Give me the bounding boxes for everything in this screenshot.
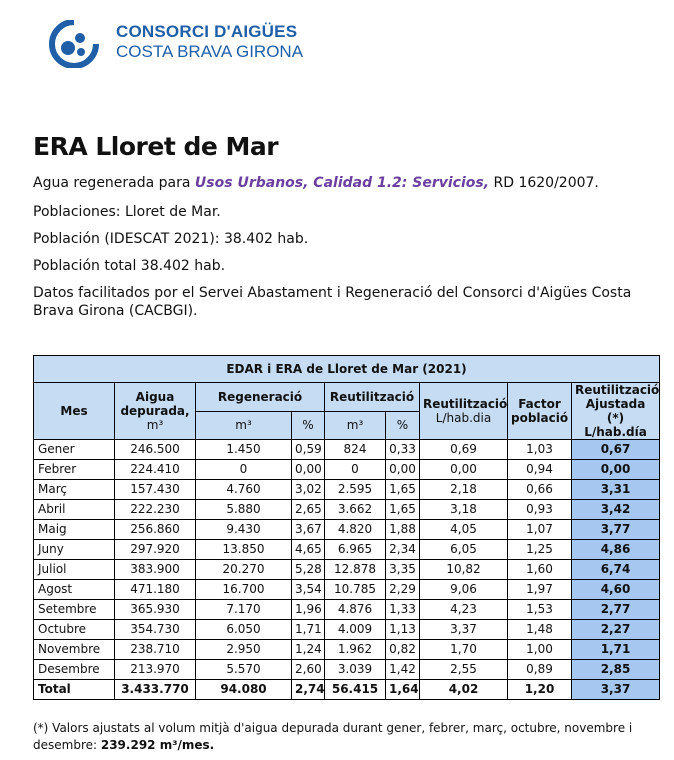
header-adjusted: Reutilització Ajustada (*) L/hab.día <box>572 383 660 440</box>
intro-text <box>33 174 643 192</box>
poblaciones-text: Poblaciones: Lloret de Mar. <box>33 204 221 220</box>
cell-reg-pct: 0,00 <box>292 460 325 480</box>
cell-factor: 0,66 <box>508 480 572 500</box>
cell-agua: 224.410 <box>115 460 196 480</box>
cell-lhab: 3,37 <box>420 620 508 640</box>
cell-lhab: 6,05 <box>420 540 508 560</box>
table-row <box>34 540 660 560</box>
cell-agua: 383.900 <box>115 560 196 580</box>
cell-lhab: 0,69 <box>420 440 508 460</box>
cell-agua: 3.433.770 <box>115 680 196 700</box>
cell-reut-m3: 56.415 <box>325 680 386 700</box>
cell-reut-m3: 4.876 <box>325 600 386 620</box>
cell-reut-pct: 1,42 <box>386 660 420 680</box>
cell-lhab: 2,18 <box>420 480 508 500</box>
intro-suffix: RD 1620/2007. <box>489 175 599 191</box>
header-agua: Aigua depurada, m³ <box>115 383 196 440</box>
cell-adj: 0,67 <box>572 440 660 460</box>
cell-reut-pct: 2,29 <box>386 580 420 600</box>
cell-mes: Agost <box>34 580 115 600</box>
table-row <box>34 620 660 640</box>
total-row <box>34 680 660 700</box>
cell-factor: 1,00 <box>508 640 572 660</box>
header-reg-m3: m³ <box>196 411 292 440</box>
cell-mes: Març <box>34 480 115 500</box>
cell-reut-m3: 3.662 <box>325 500 386 520</box>
cell-lhab: 0,00 <box>420 460 508 480</box>
cell-mes: Desembre <box>34 660 115 680</box>
drops-logo-icon <box>44 20 104 68</box>
cell-reg-m3: 20.270 <box>196 560 292 580</box>
cell-reg-m3: 16.700 <box>196 580 292 600</box>
intro-highlight: Usos Urbanos, Calidad 1.2: Servicios, <box>194 175 490 191</box>
cell-mes: Octubre <box>34 620 115 640</box>
cell-reg-m3: 6.050 <box>196 620 292 640</box>
table-row <box>34 600 660 620</box>
cell-reut-m3: 2.595 <box>325 480 386 500</box>
header-reut-m3: m³ <box>325 411 386 440</box>
cell-adj: 6,74 <box>572 560 660 580</box>
cell-reut-pct: 1,65 <box>386 480 420 500</box>
cell-mes: Febrer <box>34 460 115 480</box>
header-mes: Mes <box>34 383 115 440</box>
cell-reut-m3: 0 <box>325 460 386 480</box>
cell-adj: 3,77 <box>572 520 660 540</box>
cell-adj: 3,31 <box>572 480 660 500</box>
cell-reut-m3: 10.785 <box>325 580 386 600</box>
cell-lhab: 3,18 <box>420 500 508 520</box>
cell-adj: 4,60 <box>572 580 660 600</box>
cell-adj: 3,37 <box>572 680 660 700</box>
table-row <box>34 580 660 600</box>
cell-lhab: 10,82 <box>420 560 508 580</box>
cell-agua: 246.500 <box>115 440 196 460</box>
cell-reg-pct: 5,28 <box>292 560 325 580</box>
cell-factor: 0,94 <box>508 460 572 480</box>
cell-lhab: 9,06 <box>420 580 508 600</box>
cell-reg-m3: 5.880 <box>196 500 292 520</box>
logo <box>44 20 304 68</box>
cell-reut-m3: 1.962 <box>325 640 386 660</box>
cell-factor: 0,93 <box>508 500 572 520</box>
cell-lhab: 2,55 <box>420 660 508 680</box>
cell-adj: 2,27 <box>572 620 660 640</box>
cell-reg-m3: 4.760 <box>196 480 292 500</box>
table-row <box>34 560 660 580</box>
footnote <box>33 720 633 754</box>
cell-agua: 238.710 <box>115 640 196 660</box>
cell-factor: 1,97 <box>508 580 572 600</box>
cell-reg-m3: 1.450 <box>196 440 292 460</box>
cell-agua: 213.970 <box>115 660 196 680</box>
header-regeneracio: Regeneració <box>196 383 325 412</box>
cell-factor: 1,48 <box>508 620 572 640</box>
cell-mes: Juny <box>34 540 115 560</box>
table-row <box>34 520 660 540</box>
header-reut-lhab: Reutilització L/hab.dia <box>420 383 508 440</box>
cell-reg-pct: 3,54 <box>292 580 325 600</box>
cell-agua: 157.430 <box>115 480 196 500</box>
cell-reg-m3: 13.850 <box>196 540 292 560</box>
cell-factor: 1,25 <box>508 540 572 560</box>
header-reut-pct: % <box>386 411 420 440</box>
cell-agua: 354.730 <box>115 620 196 640</box>
cell-mes: Total <box>34 680 115 700</box>
cell-reut-m3: 4.009 <box>325 620 386 640</box>
cell-factor: 0,89 <box>508 660 572 680</box>
cell-reg-pct: 4,65 <box>292 540 325 560</box>
footnote-text: (*) Valors ajustats al volum mitjà d'aigua depurada durant gener, febrer, març, octubre, novembre i desembre: <box>33 721 633 752</box>
cell-lhab: 1,70 <box>420 640 508 660</box>
cell-reut-pct: 1,64 <box>386 680 420 700</box>
cell-agua: 256.860 <box>115 520 196 540</box>
cell-reg-pct: 3,67 <box>292 520 325 540</box>
cell-mes: Juliol <box>34 560 115 580</box>
cell-mes: Gener <box>34 440 115 460</box>
page-title: ERA Lloret de Mar <box>33 132 279 161</box>
cell-reut-pct: 0,82 <box>386 640 420 660</box>
header-reutilitzacio: Reutilització <box>325 383 420 412</box>
cell-reg-pct: 1,24 <box>292 640 325 660</box>
cell-lhab: 4,23 <box>420 600 508 620</box>
cell-reg-pct: 1,71 <box>292 620 325 640</box>
cell-reg-pct: 2,65 <box>292 500 325 520</box>
cell-adj: 1,71 <box>572 640 660 660</box>
cell-reut-m3: 6.965 <box>325 540 386 560</box>
cell-reg-m3: 9.430 <box>196 520 292 540</box>
cell-reut-pct: 1,33 <box>386 600 420 620</box>
footnote-value: 239.292 m³/mes. <box>100 738 215 752</box>
cell-reg-m3: 5.570 <box>196 660 292 680</box>
cell-reut-pct: 3,35 <box>386 560 420 580</box>
cell-mes: Novembre <box>34 640 115 660</box>
cell-mes: Maig <box>34 520 115 540</box>
cell-lhab: 4,05 <box>420 520 508 540</box>
datos-text: Datos facilitados por el Servei Abastament i Regeneració del Consorci d'Aigües Costa Brava Girona (CACBGI). <box>33 285 632 319</box>
table-row <box>34 460 660 480</box>
logo-line1: CONSORCI D'AIGÜES <box>116 22 298 41</box>
cell-mes: Setembre <box>34 600 115 620</box>
cell-reut-pct: 0,33 <box>386 440 420 460</box>
cell-reut-m3: 4.820 <box>325 520 386 540</box>
cell-reut-m3: 824 <box>325 440 386 460</box>
logo-line2: COSTA BRAVA GIRONA <box>116 42 304 61</box>
cell-reg-m3: 0 <box>196 460 292 480</box>
cell-adj: 4,86 <box>572 540 660 560</box>
table-row <box>34 660 660 680</box>
cell-factor: 1,07 <box>508 520 572 540</box>
cell-agua: 365.930 <box>115 600 196 620</box>
table-row <box>34 500 660 520</box>
cell-adj: 2,77 <box>572 600 660 620</box>
cell-reut-pct: 2,34 <box>386 540 420 560</box>
cell-adj: 3,42 <box>572 500 660 520</box>
poblacion-idescat-text: Población (IDESCAT 2021): 38.402 hab. <box>33 231 309 247</box>
table-row <box>34 440 660 460</box>
data-table <box>33 355 660 700</box>
table-row <box>34 480 660 500</box>
cell-reut-pct: 1,88 <box>386 520 420 540</box>
cell-reut-pct: 1,13 <box>386 620 420 640</box>
cell-adj: 0,00 <box>572 460 660 480</box>
cell-reut-m3: 12.878 <box>325 560 386 580</box>
cell-factor: 1,53 <box>508 600 572 620</box>
cell-adj: 2,85 <box>572 660 660 680</box>
cell-agua: 297.920 <box>115 540 196 560</box>
cell-reut-pct: 0,00 <box>386 460 420 480</box>
poblacion-total-text: Población total 38.402 hab. <box>33 258 226 274</box>
cell-factor: 1,60 <box>508 560 572 580</box>
cell-reg-pct: 2,74 <box>292 680 325 700</box>
cell-reut-m3: 3.039 <box>325 660 386 680</box>
cell-reg-pct: 1,96 <box>292 600 325 620</box>
table-row <box>34 640 660 660</box>
cell-reut-pct: 1,65 <box>386 500 420 520</box>
cell-agua: 222.230 <box>115 500 196 520</box>
cell-reg-pct: 2,60 <box>292 660 325 680</box>
header-reg-pct: % <box>292 411 325 440</box>
cell-agua: 471.180 <box>115 580 196 600</box>
cell-factor: 1,03 <box>508 440 572 460</box>
cell-factor: 1,20 <box>508 680 572 700</box>
table-title: EDAR i ERA de Lloret de Mar (2021) <box>34 356 660 383</box>
intro-prefix: Agua regenerada para <box>33 175 195 191</box>
cell-lhab: 4,02 <box>420 680 508 700</box>
cell-reg-m3: 7.170 <box>196 600 292 620</box>
header-factor: Factor població <box>508 383 572 440</box>
cell-reg-m3: 94.080 <box>196 680 292 700</box>
cell-reg-pct: 3,02 <box>292 480 325 500</box>
cell-mes: Abril <box>34 500 115 520</box>
cell-reg-pct: 0,59 <box>292 440 325 460</box>
cell-reg-m3: 2.950 <box>196 640 292 660</box>
